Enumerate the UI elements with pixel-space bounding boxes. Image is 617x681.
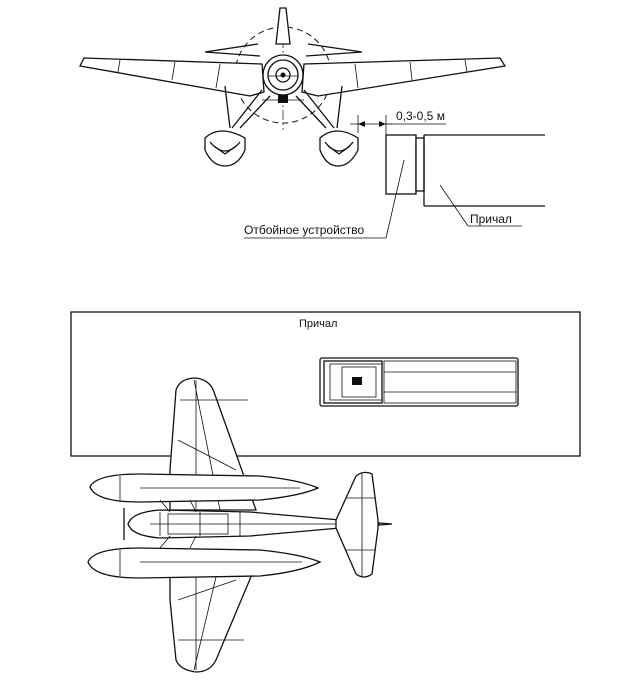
tail-fin	[276, 8, 290, 44]
right-float	[320, 131, 358, 166]
tail-plane	[336, 472, 378, 577]
lower-float	[88, 548, 320, 578]
label-pier-top: Причал	[299, 318, 338, 330]
right-wing	[302, 58, 505, 96]
fender-top	[320, 358, 518, 406]
left-wing	[80, 58, 264, 96]
label-pier-side: Причал	[470, 212, 512, 226]
label-gap: 0,3-0,5 м	[396, 109, 445, 123]
top-view-seaplane	[88, 378, 392, 672]
front-view-seaplane	[80, 8, 505, 166]
label-fender: Отбойное устройство	[244, 223, 365, 237]
left-float	[205, 131, 245, 166]
